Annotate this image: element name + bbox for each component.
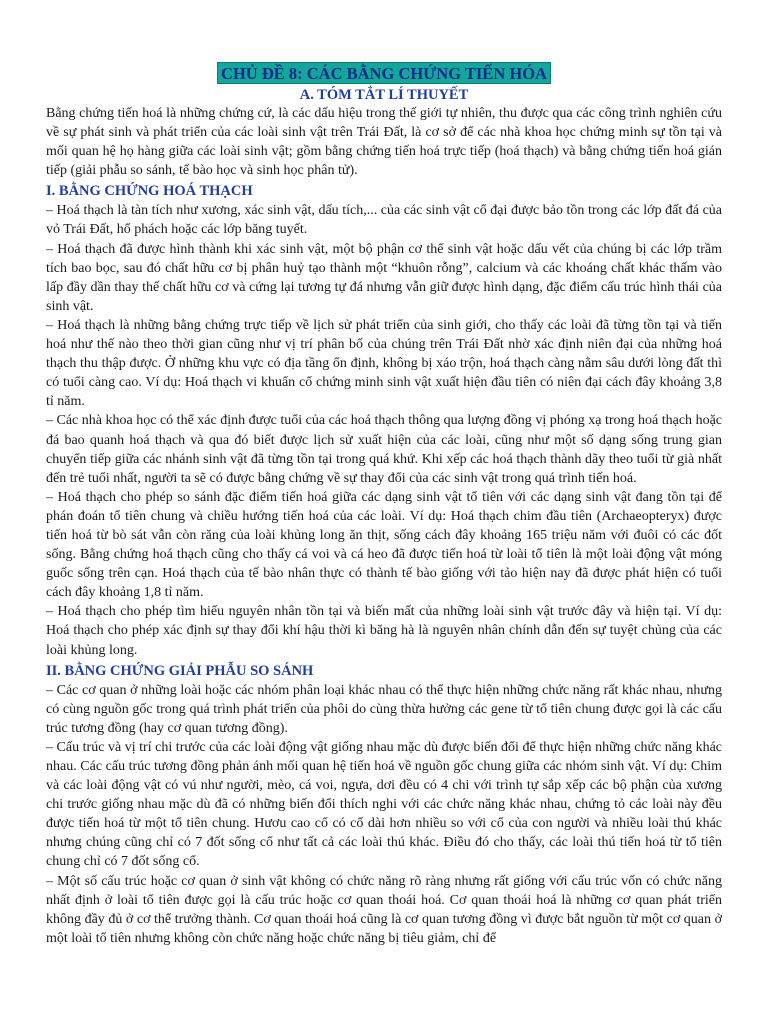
section-2-paragraph: – Các cơ quan ở những loài hoặc các nhóm phân loại khác nhau có thể thực hiện những chức năng rất khác nhau, nhưng có cùng nguồn gốc trong quá trình phát triển của phôi do cùng thừa hưởng các gene từ tổ tiên chung được gọi là các cấu trúc tương đồng (hay cơ quan tương đồng). xyxy=(46,682,722,736)
section-2-paragraph: – Một số cấu trúc hoặc cơ quan ở sinh vật không có chức năng rõ ràng nhưng rất giống với cấu trúc vốn có chức năng nhất định ở loài tổ tiên được gọi là cấu trúc hoặc cơ quan thoái hoá. Cơ quan thoái hoá là những cơ quan phát triển không đầy đủ ở cơ thể trưởng thành. Cơ quan thoái hoá cũng là cơ quan tương đồng vì được bắt nguồn từ một cơ quan ở một loài tổ tiên nhưng không còn chức năng hoặc chức năng bị tiêu giảm, chỉ để xyxy=(46,873,722,946)
section-2-title: II. BẰNG CHỨNG GIẢI PHẪU SO SÁNH xyxy=(46,662,314,679)
section-1-paragraph: – Hoá thạch là tàn tích như xương, xác sinh vật, dấu tích,... của các sinh vật cổ đại được bảo tồn trong các lớp đất đá của vỏ Trái Đất, hổ phách hoặc các lớp băng tuyết. xyxy=(46,203,722,238)
section-2-paragraph: – Cấu trúc và vị trí chi trước của các loài động vật giống nhau mặc dù được biến đổi để thực hiện những chức năng khác nhau. Các cấu trúc tương đồng phản ánh mối quan hệ tiến hoá về nguồn gốc chung giữa các nhóm sinh vật. Ví dụ: Chim và các loài động vật có vú như người, mèo, cá voi, ngựa, dơi đều có 4 chi với trình tự sắp xếp các bộ phận của xương chi trước giống nhau mặc dù đã có những biến đổi thích nghi với các chức năng khác nhau, chứng tỏ các loài này đều được tiến hoá từ một tổ tiên chung. Hươu cao cổ có cổ dài hơn nhiều so với cổ của con người và nhiều loài thú khác nhưng chúng cũng chỉ có 7 đốt sống cổ như tất cả các loài thú khác. Điều đó cho thấy, các loài thú tiến hoá từ tổ tiên chung chỉ có 7 đốt sống cổ. xyxy=(46,739,722,870)
topic-title: CHỦ ĐỀ 8: CÁC BẰNG CHỨNG TIẾN HÓA xyxy=(217,62,551,84)
section-1-title: I. BẰNG CHỨNG HOÁ THẠCH xyxy=(46,183,253,200)
topic-title-wrapper xyxy=(46,62,722,84)
section-1-paragraph: – Hoá thạch là những bằng chứng trực tiếp về lịch sử phát triển của sinh giới, cho thấy các loài đã từng tồn tại và tiến hoá như thế nào theo thời gian cũng như vị trí phân bố của chúng trên Trái Đất nhờ xác định niên đại của những hoá thạch thu thập được. Ở những khu vực có địa tầng ổn định, không bị xáo trộn, hoá thạch càng nằm sâu dưới lòng đất thì có tuổi càng cao. Ví dụ: Hoá thạch vi khuẩn cổ chứng minh sinh vật xuất hiện đầu tiên có niên đại cách đây khoảng 3,8 tỉ năm. xyxy=(46,317,722,410)
section-1-paragraph: – Hoá thạch cho phép so sánh đặc điểm tiến hoá giữa các dạng sinh vật tổ tiên với các dạng sinh vật đang tồn tại để phán đoán tổ tiên chung và chiều hướng tiến hoá của các loài. Ví dụ: Hoá thạch chim đầu tiên (Archaeopteryx) được tiến hoá từ bò sát vẫn còn răng của loài khủng long ăn thịt, sống cách đây khoảng 165 triệu năm với đuôi có các đốt sống. Bằng chứng hoá thạch cũng cho thấy cá voi và cá heo đã được tiến hoá từ loài tổ tiên là một loài động vật móng guốc sống trên cạn. Hoá thạch của tế bào nhân thực có thành tế bào giống với tảo hiện nay đã được phát hiện có tuổi cách đây khoảng 1,8 tỉ năm. xyxy=(46,489,722,601)
section-1-paragraph: – Hoá thạch đã được hình thành khi xác sinh vật, một bộ phận cơ thể sinh vật hoặc dấu vết của chúng bị các lớp trầm tích bao bọc, sau đó chất hữu cơ bị phân huỷ tạo thành một “khuôn rỗng”, calcium và các khoáng chất khác thấm vào lấp đầy dần thay thế chất hữu cơ và cứng lại tương tự đá nhưng vẫn giữ được hình dạng, đặc điểm cấu trúc hình thái của sinh vật. xyxy=(46,241,722,314)
intro-paragraph: Bằng chứng tiến hoá là những chứng cứ, là các dấu hiệu trong thế giới tự nhiên, thu được qua các công trình nghiên cứu về sự phát sinh và phát triển của các loài sinh vật trên Trái Đất, là cơ sở để các nhà khoa học chứng minh sự tồn tại và mối quan hệ họ hàng giữa các loài sinh vật; gồm bằng chứng tiến hoá trực tiếp (hoá thạch) và bằng chứng tiến hoá gián tiếp (giải phẫu so sánh, tế bào học và sinh học phân tử). xyxy=(46,106,722,179)
section-1-paragraph: – Hoá thạch cho phép tìm hiểu nguyên nhân tồn tại và biến mất của những loài sinh vật trước đây và hiện tại. Ví dụ: Hoá thạch cho phép xác định sự thay đổi khí hậu thời kì băng hà là nguyên nhân chính dẫn đến sự tuyệt chủng của các loài khủng long. xyxy=(46,604,722,658)
section-a-title: A. TÓM TẮT LÍ THUYẾT xyxy=(299,87,469,103)
section-1-paragraph: – Các nhà khoa học có thể xác định được tuổi của các hoá thạch thông qua lượng đồng vị phóng xạ trong hoá thạch hoặc đá bao quanh hoá thạch và qua đó biết được lịch sử xuất hiện của các loài, cũng như một số dạng sống trung gian chuyển tiếp giữa các nhánh sinh vật đã từng tồn tại trong quá khứ. Khi xếp các hoá thạch thành dãy theo tuổi từ già nhất đến trẻ tuổi nhất, người ta sẽ có được bằng chứng về sự thay đổi của các sinh vật trong quá trình tiến hoá. xyxy=(46,413,722,486)
